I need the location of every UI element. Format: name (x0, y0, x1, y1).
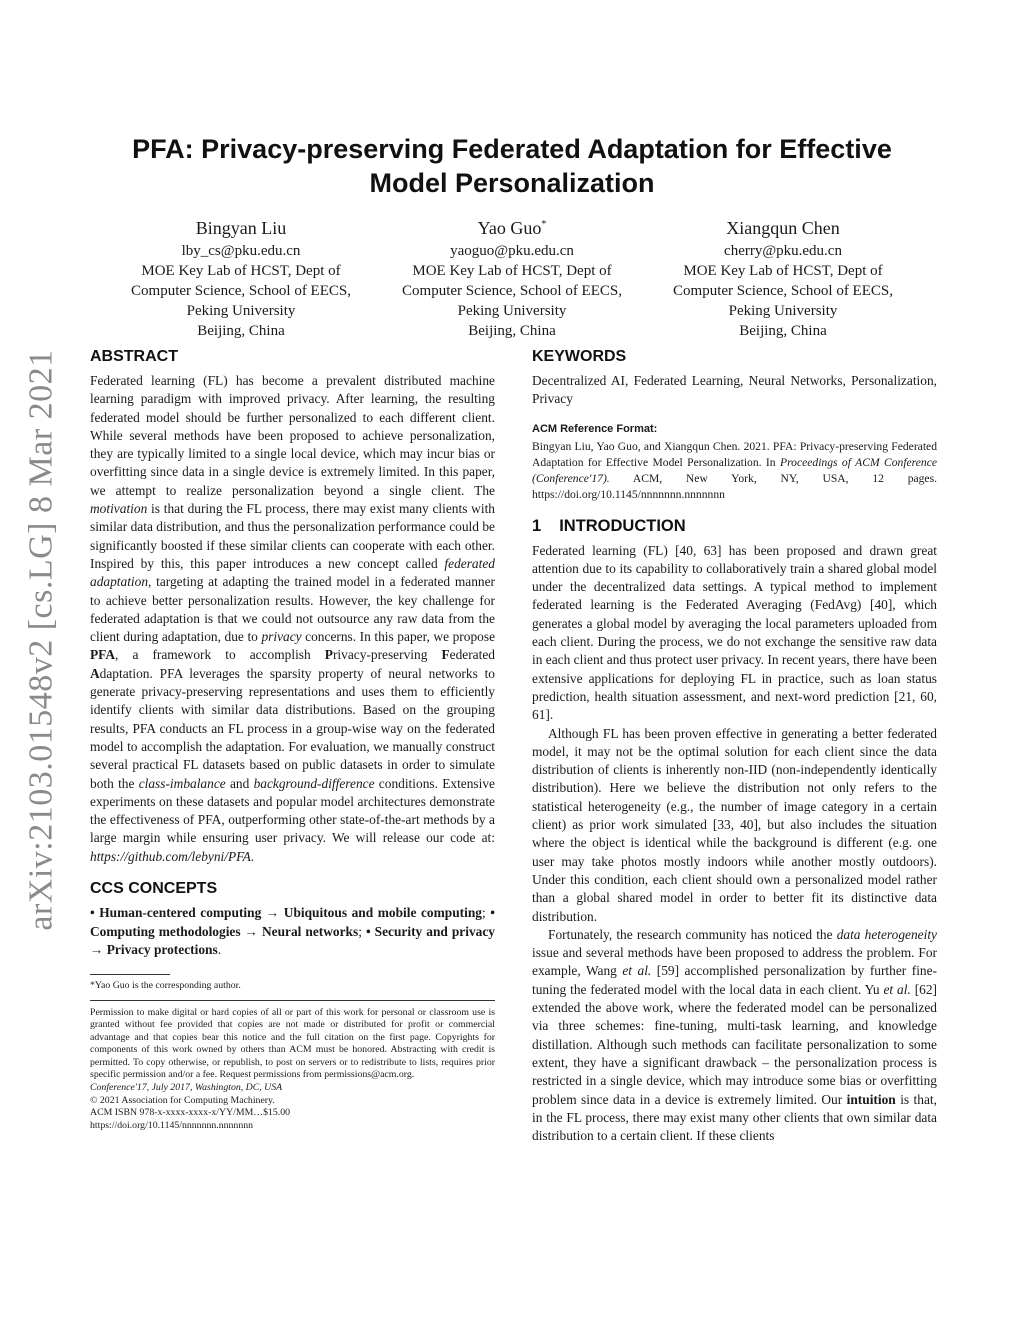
permission-notice: Permission to make digital or hard copies of all or part of this work for personal or classroom use is granted without fee provided that copies are not made or distributed for profit or commercial advantage and that copies bear this notice and the full citation on the first page. Copyrights for components of this work owned by others than ACM must be honored. Abstracting with credit is permitted. To copy otherwise, or republish, to post on servers or to redistribute to lists, requires prior specific permission and/or a fee. Request permissions from permissions@acm.org. (90, 1006, 495, 1081)
keywords-heading: KEYWORDS (532, 348, 627, 365)
author-3 (652, 212, 914, 341)
title-line-2: Model Personalization (369, 168, 655, 198)
isbn-line: ACM ISBN 978-x-xxxx-xxxx-x/YY/MM…$15.00 (90, 1107, 291, 1119)
paper-title (90, 132, 934, 200)
intro-paragraph-3: Fortunately, the research community has noticed the data heterogeneity issue and several methods have been proposed to address the problem. For example, Wang et al. [59] accomplished personalization by further fine-tuning the federated model with the local data in each client. Yu et al. [62] extended the above work, where the federated model can be personalized via three schemes: fine-tuning, multi-task learning, and knowledge distillation. Although such methods can facilitate personalization to some extent, they have a significant drawback – the personalization process is restricted in a single device, which may introduce some bias or overfitting problem since data in a device is extremely limited. Our intuition is that, in the FL process, there may exist many other clients that own similar data distribution to a certain client. If these clients (532, 926, 938, 1144)
right-column (532, 348, 937, 1145)
author-affiliation: Peking University (457, 303, 567, 319)
acm-reference-text: Bingyan Liu, Yao Guo, and Xiangqun Chen. 2021. PFA: Privacy-preserving Federated Adaptation for Effective Model Personalization. In Proceedings of ACM Conference (Conference'17). ACM, New York, NY, USA, 12 pages. https://doi.org/10.1145/nnnnnnn.nnnnnnn (532, 439, 938, 501)
ccs-concepts: • Human-centered computing → Ubiquitous and mobile computing; • Computing methodologies → Neural networks; • Security and privacy → Privacy protections. (90, 905, 495, 958)
title-line-1: PFA: Privacy-preserving Federated Adaptation for Effective (132, 134, 892, 164)
author-affiliation: Computer Science, School of EECS, (402, 283, 622, 299)
author-email[interactable]: cherry@pku.edu.cn (724, 243, 842, 259)
author-location: Beijing, China (739, 323, 827, 339)
author-location: Beijing, China (468, 323, 556, 339)
author-affiliation: Peking University (728, 303, 838, 319)
arxiv-stamp-text: arXiv:2103.01548v2 [cs.LG] 8 Mar 2021 (23, 349, 61, 931)
acm-reference-heading: ACM Reference Format: (532, 422, 658, 435)
author-affiliation: Computer Science, School of EECS, (673, 283, 893, 299)
doi-link[interactable]: https://doi.org/10.1145/nnnnnnn.nnnnnnn (90, 1119, 254, 1131)
author-name: Yao Guo* (477, 218, 547, 238)
author-affiliation: Computer Science, School of EECS, (131, 283, 351, 299)
introduction-heading: 1 INTRODUCTION (532, 516, 686, 535)
corresponding-author-footnote: *Yao Guo is the corresponding author. (90, 979, 241, 991)
author-affiliation: MOE Key Lab of HCST, Dept of (412, 263, 612, 279)
abstract-text: Federated learning (FL) has become a prevalent distributed machine learning paradigm with improved privacy. After learning, the resulting federated model should be further personalized to each different client. While several methods have been proposed to achieve personalization, they are typically limited to a single local device, which may incur bias or overfitting since data in a single device is extremely limited. In this paper, we attempt to realize personalization beyond a single client. The motivation is that during the FL process, there may exist many clients with similar data distribution, and thus the personalization performance could be significantly boosted if these similar clients can cooperate with each other. Inspired by this, this paper introduces a new concept called federated adaptation, targeting at adapting the trained model in a federated manner to achieve better personalization results. However, the key challenge for federated adaptation is that we could not outsource any raw data from the client during adaptation, due to privacy concerns. In this paper, we propose PFA, a framework to accomplish Privacy-preserving Federated Adaptation. PFA leverages the sparsity property of neural networks to generate privacy-preserving representations and uses them to efficiently identify clients with similar data distributions. Based on the grouping results, PFA conducts an FL process in a group-wise way on the federated model to accomplish the adaptation. For evaluation, we manually construct several practical FL datasets based on public datasets in order to simulate both the class-imbalance and background-difference conditions. Extensive experiments on these datasets and popular model architectures demonstrate the effectiveness of PFA, outperforming other state-of-the-art methods by a large margin while ensuring user privacy. We will release our code at: https://github.com/lebyni/PFA. (90, 373, 496, 864)
author-affiliation: MOE Key Lab of HCST, Dept of (683, 263, 883, 279)
footnote-divider (90, 974, 170, 975)
author-block (110, 212, 914, 341)
author-2 (381, 212, 643, 341)
left-column (90, 348, 495, 1132)
author-location: Beijing, China (197, 323, 285, 339)
intro-paragraph-1: Federated learning (FL) [40, 63] has been proposed and drawn great attention due to its capability to collaboratively train a shared global model under the decentralized data settings. A typical method to implement federated learning is the Federated Averaging (FedAvg) [40], which generates a global model by averaging the local parameters uploaded from each client. During the process, we do not exchange the sensitive raw data in each client and thus protect user privacy. In recent years, there have been extensive applications for deploying FL in practice, such as loan status prediction, health situation assessment, and next-word prediction [21, 60, 61]. (532, 542, 937, 723)
permission-divider (90, 1000, 495, 1001)
copyright-line: © 2021 Association for Computing Machinery. (90, 1094, 275, 1106)
author-affiliation: MOE Key Lab of HCST, Dept of (141, 263, 341, 279)
code-link[interactable]: https://github.com/lebyni/PFA (90, 848, 251, 864)
arxiv-stamp (12, 350, 72, 930)
author-affiliation: Peking University (186, 303, 296, 319)
abstract-heading: ABSTRACT (90, 348, 178, 365)
corresponding-mark: * (541, 219, 547, 230)
author-email[interactable]: lby_cs@pku.edu.cn (181, 243, 301, 259)
author-name: Bingyan Liu (195, 218, 287, 238)
author-1 (110, 212, 372, 341)
author-email[interactable]: yaoguo@pku.edu.cn (450, 243, 574, 259)
conference-info: Conference'17, July 2017, Washington, DC, USA (90, 1082, 283, 1094)
intro-paragraph-2: Although FL has been proven effective in generating a better federated model, it may not be the optimal solution for each client since the data distribution of clients is inherently non-IID (non-independently identically distribution). Here we believe the distribution not only refers to the statistical heterogeneity (e.g., the number of image category in a certain client) as prior work simulated [33, 40], but also includes the situation where the object is identical while the background is different (e.g. one user may take photos mostly indoors while another mostly outdoors). Under this condition, each client should own a personalized model rather than a global shared model in order to better fit its distinctive data distribution. (532, 725, 937, 924)
ccs-heading: CCS CONCEPTS (90, 880, 218, 898)
section-number: 1 (532, 516, 542, 535)
keywords-text: Decentralized AI, Federated Learning, Neural Networks, Personalization, Privacy (532, 373, 937, 407)
author-name: Xiangqun Chen (726, 218, 840, 238)
